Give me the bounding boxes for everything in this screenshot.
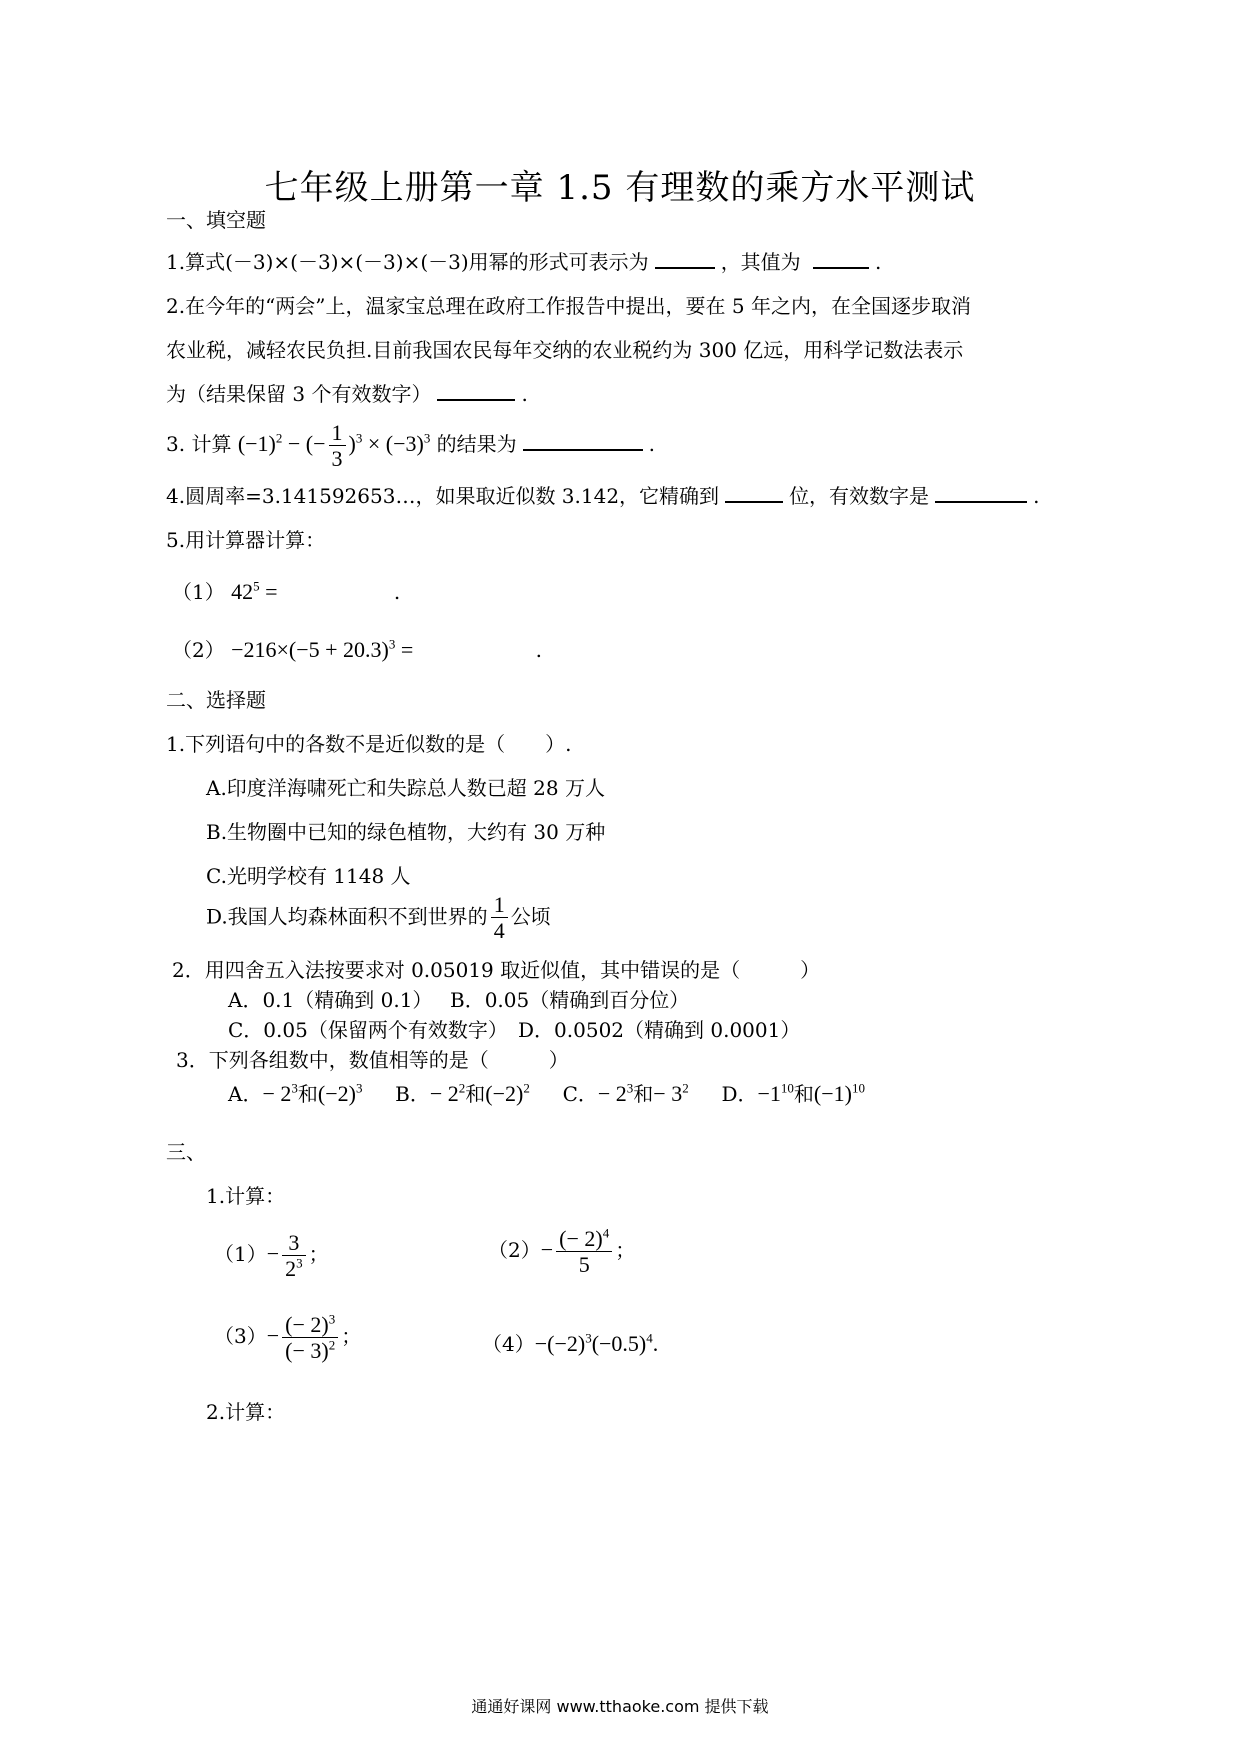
option-2-3-a-expr-1: − $2^3$ xyxy=(262,1080,298,1106)
q1-1-end: . xyxy=(875,250,882,274)
q1-5-p1-label: （1） xyxy=(172,580,225,604)
q1-4-end: . xyxy=(1033,484,1040,508)
answer-blank xyxy=(813,249,869,269)
option-2-2-a: A．0.1（精确到 0.1） xyxy=(228,988,433,1012)
q1-3-prefix: 3. 计算 xyxy=(166,431,232,456)
option-2-1-d-pre: D.我国人均森林面积不到世界的 xyxy=(206,904,488,929)
and-word: 和 xyxy=(633,1082,654,1106)
q1-5-p2-label: （2） xyxy=(172,638,225,662)
question-3-1-part-2 xyxy=(488,1226,635,1278)
question-1-3 xyxy=(166,420,655,472)
section-fill-in-heading: 一、填空题 xyxy=(166,208,266,232)
answer-blank xyxy=(655,249,715,269)
question-1-2-line-3 xyxy=(166,378,528,407)
q3-1-p2-expression: − $\frac{(- 2)^4}{5}$ xyxy=(541,1237,615,1262)
q1-4-mid: 位，有效数字是 xyxy=(789,484,930,508)
q3-1-p4-label: （4） xyxy=(482,1332,535,1356)
question-3-1-part-1 xyxy=(214,1230,329,1282)
q1-3-expression: $(-1)^2$ − (− $\frac{1}{3}$ )$^3 \times (-3)^3$ xyxy=(237,420,431,472)
and-word: 和 xyxy=(793,1082,814,1106)
q1-3-end: . xyxy=(648,431,656,456)
question-2-1: 1.下列语句中的各数不是近似数的是（ ）. xyxy=(166,732,572,756)
q1-5-p2-expression: $-216\times(-5 + 20.3)^3$ = xyxy=(231,636,414,662)
option-2-3-c-expr-1: − $2^3$ xyxy=(597,1080,634,1106)
option-2-1-b: B.生物圈中已知的绿色植物，大约有 30 万种 xyxy=(206,820,606,844)
q1-5-p1-expression: $42^5$ = xyxy=(231,578,278,604)
section-three-heading: 三、 xyxy=(166,1140,206,1164)
answer-blank xyxy=(437,381,515,401)
and-word: 和 xyxy=(297,1082,318,1106)
question-1-2-line-1: 2.在今年的“两会”上，温家宝总理在政府工作报告中提出，要在 5 年之内，在全国逐步取消 xyxy=(166,294,971,318)
question-1-5: 5.用计算器计算： xyxy=(166,528,326,552)
option-2-3-d-label: D． xyxy=(721,1082,758,1106)
q3-1-p3-expression: − $\frac{(- 2)^3}{(- 3)^2}$ xyxy=(267,1323,341,1348)
and-word: 和 xyxy=(465,1082,486,1106)
option-2-3-b-expr-1: − $2^2$ xyxy=(429,1080,466,1106)
answer-blank xyxy=(935,483,1027,503)
option-2-3-b-label: B． xyxy=(395,1082,430,1106)
option-2-2-b: B．0.05（精确到百分位） xyxy=(450,988,690,1012)
option-2-2-d: D．0.0502（精确到 0.0001） xyxy=(518,1018,801,1042)
semicolon: ； xyxy=(308,1241,329,1266)
option-2-1-d-post: 公顷 xyxy=(510,904,551,929)
question-2-3: 3．下列各组数中，数值相等的是（ ） xyxy=(176,1048,569,1072)
q1-1-text: 1.算式(－3)×(－3)×(－3)×(－3)用幂的形式可表示为 xyxy=(166,250,649,274)
question-2-2: 2．用四舍五入法按要求对 0.05019 取近似值，其中错误的是（ ） xyxy=(172,958,821,982)
question-3-1-part-4 xyxy=(482,1328,658,1357)
question-3-1: 1.计算： xyxy=(206,1184,286,1208)
answer-blank xyxy=(725,483,783,503)
option-2-3-d-expr-1: $-1^{10}$ xyxy=(757,1080,794,1106)
question-1-2-line-2: 农业税，减轻农民负担.目前我国农民每年交纳的农业税约为 300 亿远，用科学记数法表示 xyxy=(166,338,964,362)
option-2-2-c: C．0.05（保留两个有效数字） xyxy=(228,1018,508,1042)
option-2-3-row xyxy=(228,1078,865,1107)
option-2-1-d xyxy=(206,892,551,944)
fraction-one-quarter: $\frac{1}{4}$ xyxy=(491,892,508,944)
q3-1-p1-expression: − $\frac{3}{2^3}$ xyxy=(267,1241,309,1266)
option-2-3-c-expr-2: − $3^2$ xyxy=(653,1080,689,1106)
page-title: 七年级上册第一章 1.5 有理数的乘方水平测试 xyxy=(264,168,976,208)
option-2-3-a-label: A． xyxy=(228,1082,263,1106)
section-choice-heading: 二、选择题 xyxy=(166,688,266,712)
q1-4-text: 4.圆周率=3.141592653…，如果取近似数 3.142，它精确到 xyxy=(166,484,720,508)
semicolon: ； xyxy=(615,1237,636,1262)
q3-1-p3-label: （3） xyxy=(214,1323,267,1348)
option-2-3-d-expr-2: $(-1)^{10}$ xyxy=(813,1080,865,1106)
option-2-1-c: C.光明学校有 1148 人 xyxy=(206,864,411,888)
option-2-3-b-expr-2: $(-2)^2$ xyxy=(485,1080,530,1106)
option-2-1-a: A.印度洋海啸死亡和失踪总人数已超 28 万人 xyxy=(206,776,605,800)
question-1-5-part-2 xyxy=(172,634,542,663)
page-footer: 通通好课网 www.tthaoke.com 提供下载 xyxy=(471,1697,769,1716)
question-1-5-part-1 xyxy=(172,576,400,605)
q3-1-p1-label: （1） xyxy=(214,1241,267,1266)
q1-2-line-3-text: 为（结果保留 3 个有效数字） xyxy=(166,382,432,406)
q1-1-mid: ，其值为 xyxy=(720,250,801,274)
question-1-1 xyxy=(166,246,881,275)
q3-1-p4-expression: $-(-2)^3(-0.5)^4$. xyxy=(534,1330,659,1356)
option-2-3-c-label: C． xyxy=(562,1082,598,1106)
q1-5-p2-end: . xyxy=(535,638,543,662)
answer-blank xyxy=(523,431,643,451)
q1-3-result-text: 的结果为 xyxy=(436,431,517,456)
option-2-3-a-expr-2: $(-2)^3$ xyxy=(317,1080,363,1106)
question-1-4 xyxy=(166,480,1039,509)
q1-2-end: . xyxy=(521,382,528,406)
semicolon: ； xyxy=(341,1323,362,1348)
question-3-2: 2.计算： xyxy=(206,1400,286,1424)
q3-1-p2-label: （2） xyxy=(488,1237,541,1262)
question-3-1-part-3 xyxy=(214,1312,361,1364)
q1-5-p1-end: . xyxy=(393,580,401,604)
